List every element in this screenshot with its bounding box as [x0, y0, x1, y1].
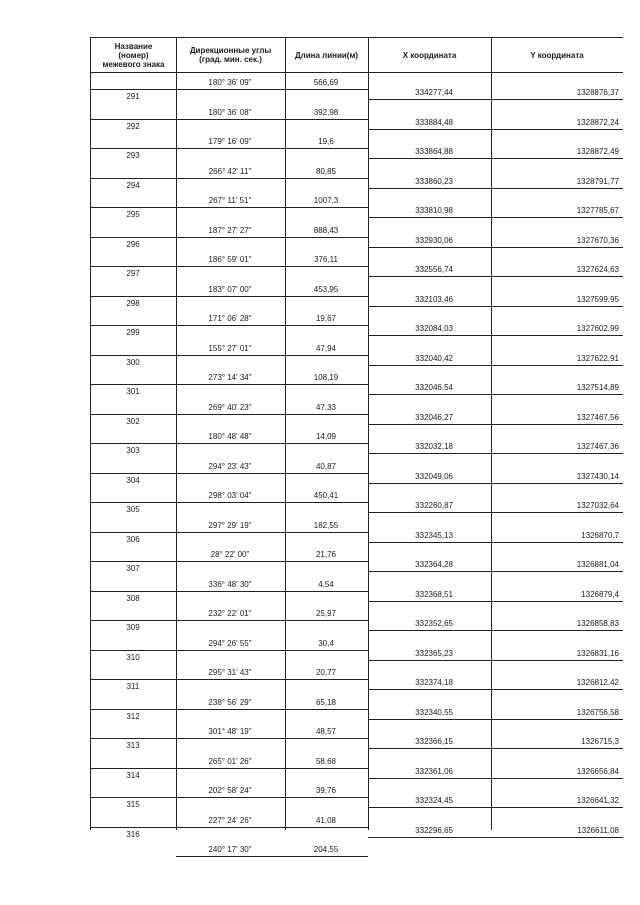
- coordinate-rule: [368, 719, 623, 720]
- point-x: 332930,06: [415, 235, 453, 245]
- segment-length: 39,76: [315, 786, 337, 795]
- point-rule: [91, 768, 176, 769]
- coordinate-rule: [368, 601, 623, 602]
- header-length-label: Длина линии(м): [294, 50, 359, 60]
- segment-rule: [176, 797, 368, 798]
- point-rule: [91, 384, 176, 385]
- segment-rule: [176, 178, 368, 179]
- segment-rule: [176, 414, 368, 415]
- point-y: 1326641,32: [576, 796, 619, 805]
- segment-rule: [176, 650, 368, 651]
- point-number: 312: [126, 711, 140, 721]
- point-rule: [91, 119, 176, 120]
- header-x-label: X координата: [402, 50, 457, 60]
- segment-length: 14,09: [315, 432, 337, 441]
- point-x: 332032,18: [415, 442, 453, 451]
- segment-angle: 240° 17' 30": [208, 845, 252, 854]
- segment-angle: 186° 59' 01": [208, 255, 252, 264]
- point-number: 304: [126, 475, 140, 485]
- segment-length: 21,76: [315, 550, 337, 559]
- point-y: 1327670,36: [576, 235, 619, 245]
- point-rule: [91, 178, 176, 179]
- point-x: 332366,15: [415, 737, 453, 746]
- point-number: 302: [126, 416, 140, 426]
- coordinate-rule: [368, 394, 623, 395]
- point-number: 309: [126, 623, 140, 632]
- point-y: 1327785,67: [576, 206, 619, 215]
- coordinate-rule: [368, 99, 623, 100]
- point-number: 307: [126, 564, 140, 573]
- point-y: 1327602,99: [576, 324, 619, 333]
- header-angle: [176, 38, 285, 72]
- header-name-line: Название: [114, 41, 153, 51]
- point-y: 1327430,14: [576, 471, 619, 481]
- segment-angle: 180° 36' 09": [208, 78, 252, 87]
- segment-length: 80,85: [315, 166, 337, 176]
- coordinate-rule: [368, 188, 623, 189]
- segment-angle: 273° 14' 34": [208, 373, 252, 382]
- point-y: 1326879,4: [581, 589, 619, 599]
- point-rule: [91, 561, 176, 562]
- point-number: 303: [126, 446, 140, 455]
- point-number: 297: [126, 269, 140, 278]
- point-rule: [91, 325, 176, 326]
- point-rule: [91, 650, 176, 651]
- coordinate-rule: [368, 660, 623, 661]
- segment-angle: 267° 11' 51": [208, 196, 252, 205]
- segment-angle: 171° 06' 28": [208, 314, 252, 323]
- segment-length: 182,55: [313, 520, 339, 530]
- segment-rule: [176, 679, 368, 680]
- header-name-line: (номер): [118, 50, 149, 60]
- point-number: 311: [126, 682, 140, 691]
- point-rule: [91, 709, 176, 710]
- segment-rule: [176, 738, 368, 739]
- segment-rule: [176, 620, 368, 621]
- point-rule: [91, 620, 176, 621]
- point-x: 333864,88: [415, 147, 453, 156]
- segment-length: 108,19: [313, 373, 339, 382]
- point-y: 1327467,36: [576, 442, 619, 451]
- segment-angle: 266° 42' 11": [208, 166, 252, 176]
- point-rule: [91, 679, 176, 680]
- point-y: 1328872,49: [576, 147, 619, 156]
- point-y: 1326858,83: [576, 619, 619, 628]
- point-x: 332040,42: [415, 353, 453, 363]
- point-rule: [91, 237, 176, 238]
- point-y: 1327622,91: [576, 353, 619, 363]
- point-number: 313: [126, 741, 140, 750]
- point-rule: [91, 443, 176, 444]
- segment-angle: 295° 31' 43": [208, 668, 252, 677]
- header-name-line: межевого знака: [102, 59, 165, 69]
- segment-rule: [176, 443, 368, 444]
- segment-length: 4,54: [318, 579, 334, 589]
- segment-length: 376,11: [314, 255, 338, 264]
- point-y: 1327467,56: [576, 412, 619, 422]
- point-number: 299: [126, 328, 140, 337]
- coordinate-rule: [368, 424, 623, 425]
- point-number: 300: [126, 357, 140, 367]
- point-x: 332365,23: [415, 648, 453, 658]
- point-x: 332103,46: [415, 294, 453, 304]
- point-rule: [91, 355, 176, 356]
- segment-rule: [176, 532, 368, 533]
- coordinate-rule: [368, 217, 623, 218]
- segment-angle: 269° 40' 23": [208, 402, 252, 412]
- point-number: 305: [126, 505, 140, 514]
- point-y: 1328872,24: [576, 117, 619, 127]
- segment-rule: [176, 148, 368, 149]
- segment-length: 30,4: [318, 638, 334, 648]
- point-y: 1328876,37: [576, 88, 619, 97]
- point-number: 291: [126, 92, 140, 101]
- segment-rule: [176, 207, 368, 208]
- segment-length: 566,69: [313, 78, 339, 87]
- point-y: 1326715,3: [581, 737, 619, 746]
- coordinate-rule: [368, 778, 623, 779]
- point-rule: [91, 797, 176, 798]
- segment-rule: [176, 325, 368, 326]
- point-x: 332084,03: [415, 324, 453, 333]
- segment-length: 58,68: [315, 756, 337, 766]
- coordinate-rule: [368, 748, 623, 749]
- point-number: 315: [126, 800, 140, 809]
- segment-length: 47,94: [315, 343, 337, 353]
- segment-length: 48,57: [315, 727, 337, 736]
- point-rule: [91, 207, 176, 208]
- segment-length: 204,55: [313, 845, 339, 854]
- point-y: 1328791,77: [576, 176, 619, 186]
- segment-length: 41,08: [315, 815, 337, 825]
- segment-rule: [176, 119, 368, 120]
- segment-angle: 297° 29' 19": [208, 520, 252, 530]
- segment-rule: [176, 709, 368, 710]
- segment-length: 450,41: [313, 491, 339, 500]
- coordinate-rule: [368, 365, 623, 366]
- segment-rule: [176, 768, 368, 769]
- point-rule: [91, 296, 176, 297]
- point-number: 294: [126, 180, 140, 190]
- point-number: 306: [126, 534, 140, 544]
- point-rule: [91, 266, 176, 267]
- segment-length: 392,98: [313, 107, 339, 117]
- coordinate-rule: [368, 335, 623, 336]
- point-rule: [91, 89, 176, 90]
- point-rule: [91, 148, 176, 149]
- segment-length: 25,97: [315, 609, 337, 618]
- segment-length: 65,18: [315, 697, 337, 707]
- header-name: [91, 38, 176, 72]
- segment-angle: 301° 48' 19": [208, 727, 252, 736]
- coordinate-rule: [368, 306, 623, 307]
- segment-angle: 265° 01' 26": [208, 756, 252, 766]
- segment-rule: [176, 266, 368, 267]
- segment-rule: [176, 237, 368, 238]
- coordinate-rule: [368, 276, 623, 277]
- segment-rule: [176, 384, 368, 385]
- segment-angle: 227° 24' 26": [208, 815, 252, 825]
- coordinate-rule: [368, 453, 623, 454]
- point-rule: [91, 738, 176, 739]
- point-x: 332340,55: [415, 707, 453, 717]
- segment-angle: 336° 48' 30": [208, 579, 252, 589]
- point-x: 332260,87: [415, 501, 453, 510]
- segment-angle: 180° 36' 08": [208, 107, 252, 117]
- point-rule: [91, 414, 176, 415]
- point-x: 332361,06: [415, 766, 453, 776]
- point-x: 332046,54: [415, 383, 453, 392]
- point-x: 332324,45: [415, 796, 453, 805]
- header-length: [285, 38, 368, 72]
- point-number: 293: [126, 151, 140, 160]
- point-y: 1327032,64: [576, 501, 619, 510]
- segment-angle: 179° 16' 09": [208, 137, 252, 146]
- point-y: 1326656,84: [576, 766, 619, 776]
- segment-rule: [176, 591, 368, 592]
- coordinate-rule: [368, 129, 623, 130]
- point-number: 308: [126, 593, 140, 603]
- point-x: 332345,13: [415, 530, 453, 540]
- segment-length: 453,95: [313, 284, 339, 294]
- coordinate-rule: [368, 807, 623, 808]
- segment-rule: [176, 856, 368, 857]
- point-rule: [91, 591, 176, 592]
- point-x: 332296,65: [415, 825, 453, 835]
- coordinate-rule: [368, 630, 623, 631]
- segment-angle: 294° 23' 43": [208, 461, 252, 471]
- point-x: 332049,06: [415, 471, 453, 481]
- header-x: [368, 38, 491, 72]
- segment-rule: [176, 502, 368, 503]
- point-x: 332374,18: [415, 678, 453, 687]
- point-x: 332556,74: [415, 265, 453, 274]
- point-x: 332364,28: [415, 560, 453, 569]
- segment-rule: [176, 355, 368, 356]
- point-number: 301: [126, 387, 140, 396]
- boundary-coordinates-table: [90, 37, 623, 854]
- segment-angle: 298° 03' 04": [208, 491, 252, 500]
- segment-angle: 187° 27' 27": [208, 225, 252, 235]
- point-x: 333884,48: [415, 117, 453, 127]
- segment-angle: 155° 27' 01": [208, 343, 252, 353]
- segment-rule: [176, 561, 368, 562]
- segment-length: 20,77: [315, 668, 337, 677]
- header-angle-line: Дирекционные углы: [189, 46, 272, 55]
- point-x: 332352,65: [415, 619, 453, 628]
- segment-rule: [176, 473, 368, 474]
- header-y-label: Y координата: [530, 50, 584, 60]
- segment-length: 888,43: [313, 225, 339, 235]
- segment-rule: [176, 827, 368, 828]
- header-y: [491, 38, 623, 72]
- segment-angle: 294° 26' 55": [208, 638, 252, 648]
- coordinate-rule: [368, 571, 623, 572]
- point-y: 1326881,04: [576, 560, 619, 569]
- coordinate-rule: [368, 542, 623, 543]
- point-y: 1326812,42: [576, 678, 619, 687]
- segment-angle: 202° 58' 24": [208, 786, 252, 795]
- point-number: 314: [126, 770, 140, 780]
- coordinate-rule: [368, 837, 623, 838]
- point-number: 310: [126, 652, 140, 662]
- segment-angle: 180° 48' 48": [208, 432, 252, 441]
- point-rule: [91, 502, 176, 503]
- segment-length: 19,6: [318, 137, 334, 146]
- coordinate-rule: [368, 483, 623, 484]
- header-angle-line: (град. мин. сек.): [199, 55, 262, 64]
- point-number: 295: [126, 210, 140, 219]
- point-y: 1326756,58: [576, 707, 619, 717]
- point-rule: [91, 827, 176, 828]
- point-y: 1326831,16: [576, 648, 619, 658]
- segment-length: 19,67: [315, 314, 337, 323]
- segment-length: 47,33: [315, 402, 337, 412]
- segment-length: 1007,3: [313, 196, 339, 205]
- header-divider: [91, 72, 623, 73]
- coordinate-rule: [368, 158, 623, 159]
- segment-angle: 183° 07' 00": [208, 284, 252, 294]
- point-y: 1326870,7: [581, 530, 619, 540]
- coordinate-rule: [368, 247, 623, 248]
- point-rule: [91, 473, 176, 474]
- point-y: 1327599,95: [576, 294, 619, 304]
- point-y: 1327514,89: [576, 383, 619, 392]
- point-number: 316: [126, 829, 140, 839]
- segment-angle: 232° 22' 01": [208, 609, 252, 618]
- segment-length: 40,87: [315, 461, 337, 471]
- coordinate-rule: [368, 689, 623, 690]
- coordinate-rule: [368, 512, 623, 513]
- point-x: 332046,27: [415, 412, 453, 422]
- point-x: 332368,51: [415, 589, 453, 599]
- point-x: 333810,98: [415, 206, 453, 215]
- point-y: 1327624,63: [576, 265, 619, 274]
- point-x: 334277,44: [415, 88, 453, 97]
- point-number: 298: [126, 298, 140, 308]
- point-number: 292: [126, 121, 140, 131]
- point-rule: [91, 532, 176, 533]
- point-x: 333860,23: [415, 176, 453, 186]
- segment-angle: 238° 56' 29": [208, 697, 252, 707]
- point-number: 296: [126, 239, 140, 249]
- segment-rule: [176, 296, 368, 297]
- point-y: 1326611,08: [577, 825, 619, 835]
- segment-angle: 28° 22' 00": [210, 550, 250, 559]
- segment-rule: [176, 89, 368, 90]
